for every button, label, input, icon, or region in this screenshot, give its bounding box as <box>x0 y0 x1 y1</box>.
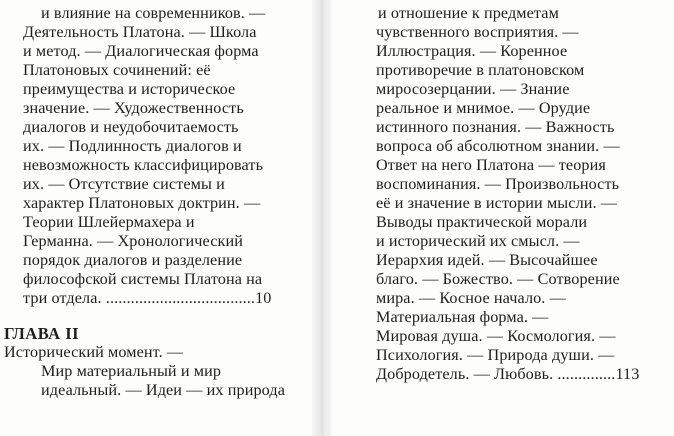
toc-line: характер Платоновых доктрин. — <box>23 194 261 212</box>
toc-line: Мир материальный и мир <box>41 362 222 380</box>
book-gutter <box>312 0 332 436</box>
toc-entry-page-113: Добродетель. — Любовь. ..............113 <box>376 365 640 383</box>
toc-line: невозможность классифицировать <box>23 156 264 174</box>
toc-line: идеальный. — Идеи — их природа <box>41 381 286 399</box>
toc-line: философской системы Платона на <box>23 270 263 288</box>
toc-line: Деятельность Платона. — Школа <box>23 23 257 41</box>
toc-line: Материальная форма. — <box>376 308 549 326</box>
toc-line: Германна. — Хронологический <box>23 232 244 250</box>
toc-line: их. — Подлинность диалогов и <box>23 137 242 155</box>
toc-line: Ответ на него Платона — теория <box>376 156 606 174</box>
toc-line: значение. — Художественность <box>23 99 244 117</box>
left-page <box>0 0 312 436</box>
toc-line: Теории Шлейермахера и <box>23 213 195 231</box>
chapter-heading: ГЛАВА II <box>4 324 80 343</box>
toc-line: вопроса об абсолютном знании. — <box>376 137 620 155</box>
toc-line: её и значение в истории мысли. — <box>376 194 618 212</box>
toc-line: Выводы практической морали <box>376 213 588 231</box>
toc-line: диалогов и неудобочитаемость <box>23 118 239 136</box>
toc-line: Платоновых сочинений: её <box>23 61 211 79</box>
toc-line: благо. — Божество. — Сотворение <box>376 270 620 288</box>
toc-line: и отношение к предметам <box>378 4 559 22</box>
toc-line: Исторический момент. — <box>4 343 184 361</box>
toc-line: истинного познания. — Важность <box>376 118 615 136</box>
toc-line: и влияние на современников. — <box>41 4 266 22</box>
toc-entry-page-10: три отдела. ....................................10 <box>23 289 272 307</box>
right-page <box>332 0 674 436</box>
toc-line: воспоминания. — Произвольность <box>376 175 620 193</box>
toc-line: Иллюстрация. — Коренное <box>376 42 568 60</box>
toc-line: Иерархия идей. — Высочайшее <box>376 251 598 269</box>
toc-line: миросозерцании. — Знание <box>376 80 570 98</box>
toc-line: противоречие в платоновском <box>376 61 585 79</box>
toc-line: реальное и мнимое. — Орудие <box>376 99 591 117</box>
toc-line: Психология. — Природа души. — <box>376 346 615 364</box>
toc-line: и метод. — Диалогическая форма <box>23 42 259 60</box>
toc-line: и исторический их смысл. — <box>376 232 580 250</box>
toc-line: преимущества и историческое <box>23 80 236 98</box>
toc-line: чувственного восприятия. — <box>376 23 579 41</box>
toc-line: мира. — Косное начало. — <box>376 289 566 307</box>
toc-line: их. — Отсутствие системы и <box>23 175 225 193</box>
toc-line: Мировая душа. — Космология. — <box>376 327 616 345</box>
toc-line: порядок диалогов и разделение <box>23 251 243 269</box>
